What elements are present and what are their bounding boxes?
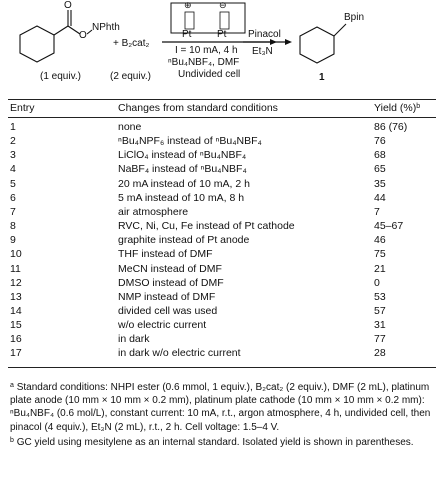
table-cell-yield: 76 bbox=[374, 135, 386, 148]
table-cell-entry: 2 bbox=[10, 135, 16, 148]
footnote-a bbox=[10, 379, 436, 434]
table-cell-yield: 68 bbox=[374, 149, 386, 162]
footnote-b-mark: b bbox=[10, 436, 14, 444]
table-cell-entry: 3 bbox=[10, 149, 16, 162]
table-cell-change: NMP instead of DMF bbox=[118, 290, 216, 303]
table-cell-yield: 57 bbox=[374, 304, 386, 317]
bpin-label: Bpin bbox=[344, 12, 365, 23]
product-number-label: 1 bbox=[319, 72, 325, 83]
table-cell-entry: 4 bbox=[10, 163, 16, 176]
table-row bbox=[8, 220, 436, 233]
table-cell-change: 5 mA instead of 10 mA, 8 h bbox=[118, 191, 245, 204]
table-cell-change: none bbox=[118, 121, 142, 133]
table-row bbox=[8, 121, 436, 134]
table-row bbox=[8, 347, 436, 360]
table-row bbox=[8, 277, 436, 290]
table-cell-yield: 65 bbox=[374, 163, 386, 176]
table-cell-entry: 9 bbox=[10, 234, 16, 247]
table-row bbox=[8, 248, 436, 261]
table-bottom-rule bbox=[8, 367, 436, 368]
table-footnotes bbox=[10, 379, 436, 449]
table-header-row bbox=[8, 102, 436, 115]
footnote-b-text: GC yield using mesitylene as an internal standard. Isolated yield is shown in parentheses. bbox=[16, 436, 414, 448]
table-cell-change: RVC, Ni, Cu, Fe instead of Pt cathode bbox=[118, 220, 295, 233]
table-cell-yield: 35 bbox=[374, 177, 386, 190]
table-cell-change: THF instead of DMF bbox=[118, 248, 213, 261]
footnote-a-text: Standard conditions: NHPI ester (0.6 mmol, 1 equiv.), B₂cat₂ (2 equiv.), DMF (2 mL), platinum plate anode (10 mm × 10 mm × 0.2 mm), platinum plate cathode (10 mm × 10 mm × 0.2 mm): ⁿBu₄NBF₄ (0.6 mol/L), constant current: 10 mA, r.t., argon atmosphere, 4 h, undivided cell, then pinacol (4 equiv.), Et₃N (2 mL), r.t., 2 h. Cell voltage: 1.5–4 V. bbox=[10, 382, 431, 433]
table-cell-yield: 46 bbox=[374, 234, 386, 247]
table-cell-change: divided cell was used bbox=[118, 304, 218, 317]
table-row bbox=[8, 333, 436, 346]
table-cell-yield: 75 bbox=[374, 248, 386, 261]
current-time-label: I = 10 mA, 4 h bbox=[175, 45, 238, 56]
b2cat2-label: + B₂cat₂ bbox=[113, 38, 150, 49]
table-cell-entry: 12 bbox=[10, 276, 22, 289]
header-entry: Entry bbox=[10, 102, 35, 114]
cyclohexane-ring-reactant bbox=[20, 26, 54, 62]
table-row bbox=[8, 178, 436, 191]
header-change: Changes from standard conditions bbox=[118, 102, 278, 114]
table-cell-yield: 86 (76) bbox=[374, 121, 408, 133]
table-row bbox=[8, 234, 436, 247]
table-row bbox=[8, 263, 436, 276]
table-row bbox=[8, 319, 436, 332]
table-header-rule bbox=[8, 117, 436, 118]
table-cell-change: w/o electric current bbox=[118, 319, 207, 332]
table-cell-change: NaBF₄ instead of ⁿBu₄NBF₄ bbox=[118, 163, 247, 176]
table-cell-yield: 31 bbox=[374, 319, 386, 332]
table-cell-change: in dark w/o electric current bbox=[118, 347, 241, 360]
table-cell-entry: 1 bbox=[10, 121, 16, 133]
reaction-scheme bbox=[0, 0, 444, 96]
table-cell-entry: 14 bbox=[10, 304, 22, 317]
table-cell-entry: 17 bbox=[10, 347, 22, 360]
pinacol-label: Pinacol bbox=[248, 29, 281, 40]
table-cell-entry: 5 bbox=[10, 177, 16, 190]
table-cell-change: 20 mA instead of 10 mA, 2 h bbox=[118, 177, 250, 190]
carbonyl-oxygen-label: O bbox=[64, 0, 72, 11]
table-row bbox=[8, 206, 436, 219]
table-cell-yield: 45–67 bbox=[374, 220, 404, 233]
table-cell-entry: 7 bbox=[10, 205, 16, 218]
header-yield-sup: b bbox=[416, 103, 421, 110]
table-cell-yield: 21 bbox=[374, 262, 386, 275]
table-cell-entry: 6 bbox=[10, 191, 16, 204]
header-yield: Yield (%)$^b$ bbox=[374, 102, 421, 114]
table-cell-change: in dark bbox=[118, 333, 150, 346]
cathode-sign-icon: ⊖ bbox=[219, 0, 227, 10]
table-cell-entry: 13 bbox=[10, 290, 22, 303]
table-cell-entry: 10 bbox=[10, 248, 22, 261]
et3n-label: Et₃N bbox=[252, 46, 273, 57]
table-cell-change: ⁿBu₄NPF₆ instead of ⁿBu₄NBF₄ bbox=[118, 135, 262, 148]
table-row bbox=[8, 149, 436, 162]
reactant2-equiv-label: (2 equiv.) bbox=[110, 71, 151, 82]
table-cell-yield: 44 bbox=[374, 191, 386, 204]
table-row bbox=[8, 305, 436, 318]
ester-oxygen-label: O bbox=[79, 30, 87, 41]
table-cell-yield: 28 bbox=[374, 347, 386, 360]
table-cell-entry: 11 bbox=[10, 262, 21, 275]
anode-label: Pt bbox=[182, 29, 192, 40]
table-row bbox=[8, 163, 436, 176]
cathode-label: Pt bbox=[217, 29, 227, 40]
table-cell-yield: 53 bbox=[374, 290, 386, 303]
anode-sign-icon: ⊕ bbox=[184, 0, 192, 10]
table-cell-change: graphite instead of Pt anode bbox=[118, 234, 250, 247]
table-row bbox=[8, 291, 436, 304]
table-cell-change: LiClO₄ instead of ⁿBu₄NBF₄ bbox=[118, 149, 247, 162]
table-cell-yield: 77 bbox=[374, 333, 386, 346]
table-top-rule bbox=[8, 99, 436, 100]
table-row bbox=[8, 135, 436, 148]
table-cell-change: MeCN instead of DMF bbox=[118, 262, 222, 275]
table-cell-yield: 7 bbox=[374, 205, 380, 218]
nphth-label: NPhth bbox=[92, 22, 120, 33]
table-cell-entry: 15 bbox=[10, 319, 22, 332]
cell-label: Undivided cell bbox=[178, 69, 241, 80]
table-row bbox=[8, 192, 436, 205]
table-cell-entry: 16 bbox=[10, 333, 22, 346]
table-cell-change: DMSO instead of DMF bbox=[118, 276, 224, 289]
cyclohexane-ring-product bbox=[300, 27, 334, 63]
reactant1-equiv-label: (1 equiv.) bbox=[40, 71, 81, 82]
footnote-a-mark: a bbox=[10, 382, 14, 389]
table-cell-yield: 0 bbox=[374, 276, 380, 289]
table-cell-entry: 8 bbox=[10, 220, 16, 233]
footnote-b bbox=[10, 434, 436, 449]
table-cell-change: air atmosphere bbox=[118, 205, 189, 218]
electrolyte-label: ⁿBu₄NBF₄, DMF bbox=[168, 57, 240, 68]
